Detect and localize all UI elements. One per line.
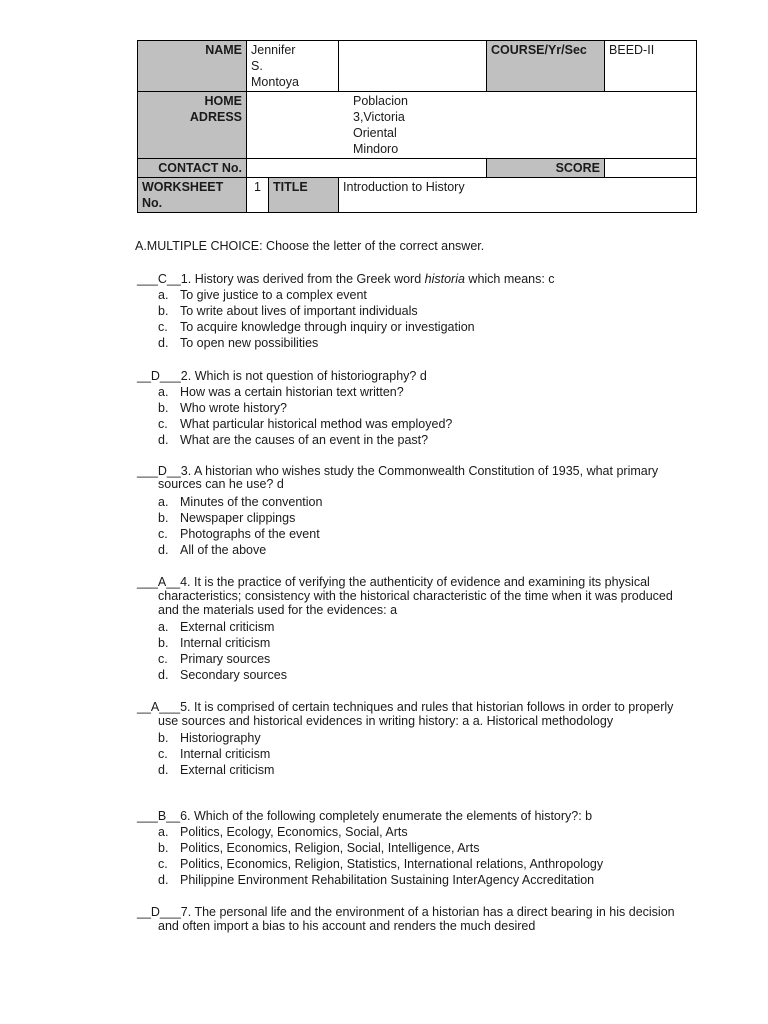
option-item bbox=[137, 667, 697, 683]
option-item bbox=[137, 762, 697, 778]
question-stem bbox=[137, 700, 697, 728]
stem-text: 7. The personal life and the environment of a historian has a direct bearing in his decision and often import a bias to his account and renders the much desired bbox=[158, 905, 675, 933]
score-label: SCORE bbox=[487, 159, 605, 178]
option-text: To acquire knowledge through inquiry or investigation bbox=[180, 320, 475, 334]
option-item bbox=[137, 494, 697, 510]
option-letter: c. bbox=[158, 527, 168, 541]
question-3 bbox=[137, 465, 697, 558]
option-item bbox=[137, 303, 697, 319]
answer-blank: __A___ bbox=[137, 700, 181, 714]
option-letter: c. bbox=[158, 320, 168, 334]
question-stem bbox=[137, 905, 697, 933]
answer-blank: ___C__ bbox=[137, 272, 181, 286]
option-letter: b. bbox=[158, 304, 169, 318]
option-text: Primary sources bbox=[180, 652, 271, 666]
option-item bbox=[137, 510, 697, 526]
name-line: Jennifer bbox=[251, 43, 296, 57]
option-letter: c. bbox=[158, 857, 168, 871]
option-text: Who wrote history? bbox=[180, 401, 287, 415]
question-stem bbox=[137, 808, 697, 824]
name-line: Montoya bbox=[251, 75, 299, 89]
question-stem bbox=[137, 465, 697, 491]
option-text: Politics, Economics, Religion, Statistics, International relations, Anthropology bbox=[180, 857, 604, 871]
option-item bbox=[137, 287, 697, 303]
option-text: Politics, Ecology, Economics, Social, Arts bbox=[180, 825, 408, 839]
option-item bbox=[137, 635, 697, 651]
option-text: What particular historical method was employed? bbox=[180, 417, 453, 431]
question-6 bbox=[137, 808, 697, 888]
option-letter: b. bbox=[158, 511, 169, 525]
option-letter: a. bbox=[158, 495, 169, 509]
option-text: Philippine Environment Rehabilitation Sustaining InterAgency Accreditation bbox=[180, 873, 595, 887]
option-text: To open new possibilities bbox=[180, 336, 319, 350]
instructions: A.MULTIPLE CHOICE: Choose the letter of the correct answer. bbox=[135, 239, 485, 253]
option-text: How was a certain historian text written? bbox=[180, 385, 404, 399]
option-letter: d. bbox=[158, 873, 169, 887]
question-stem bbox=[137, 271, 697, 287]
option-item bbox=[137, 746, 697, 762]
option-letter: d. bbox=[158, 763, 169, 777]
stem-text: 3. A historian who wishes study the Commonwealth Constitution of 1935, what primary sources can he use? d bbox=[158, 464, 659, 491]
name-label: NAME bbox=[138, 41, 247, 92]
option-letter: c. bbox=[158, 417, 168, 431]
address-label bbox=[138, 92, 247, 159]
address-line: Mindoro bbox=[353, 142, 399, 156]
student-info-table bbox=[137, 40, 697, 213]
option-text: All of the above bbox=[180, 543, 267, 557]
option-item bbox=[137, 526, 697, 542]
option-item bbox=[137, 651, 697, 667]
stem-text: 4. It is the practice of verifying the authenticity of evidence and examining its physical characteristics; consistency with the historical characteristic of the time when it was produced and the materials used for the evidences: a bbox=[158, 575, 673, 617]
stem-text: 6. Which of the following completely enumerate the elements of history?: b bbox=[180, 809, 593, 823]
contact-label: CONTACT No. bbox=[138, 159, 247, 178]
address-label-line: ADRESS bbox=[189, 110, 242, 124]
option-text: Internal criticism bbox=[180, 747, 271, 761]
option-text: To give justice to a complex event bbox=[180, 288, 367, 302]
name-spacer bbox=[339, 41, 487, 92]
option-text: Minutes of the convention bbox=[180, 495, 323, 509]
option-letter: d. bbox=[158, 433, 169, 447]
option-item bbox=[137, 400, 697, 416]
option-letter: a. bbox=[158, 288, 169, 302]
option-item bbox=[137, 384, 697, 400]
option-item bbox=[137, 319, 697, 335]
option-letter: d. bbox=[158, 543, 169, 557]
option-text: Photographs of the event bbox=[180, 527, 320, 541]
option-letter: a. bbox=[158, 620, 169, 634]
option-item bbox=[137, 335, 697, 351]
option-text: Historiography bbox=[180, 731, 261, 745]
address-line: 3,Victoria bbox=[353, 110, 405, 124]
option-letter: b. bbox=[158, 636, 169, 650]
worksheet-label-line: WORKSHEET bbox=[142, 180, 224, 194]
address-line: Poblacion bbox=[353, 94, 408, 108]
course-value: BEED-II bbox=[605, 41, 697, 92]
option-text: To write about lives of important individuals bbox=[180, 304, 418, 318]
option-letter: a. bbox=[158, 385, 169, 399]
address-value bbox=[247, 92, 697, 159]
contact-value bbox=[247, 159, 487, 178]
title-value: Introduction to History bbox=[339, 178, 697, 213]
question-4 bbox=[137, 575, 697, 683]
option-item bbox=[137, 824, 697, 840]
answer-blank: __D___ bbox=[137, 905, 181, 919]
stem-text: 1. History was derived from the Greek word bbox=[180, 272, 425, 286]
option-letter: a. bbox=[158, 825, 169, 839]
question-1 bbox=[137, 271, 697, 351]
name-line: S. bbox=[251, 59, 263, 73]
option-letter: d. bbox=[158, 336, 169, 350]
option-text: Politics, Economics, Religion, Social, Intelligence, Arts bbox=[180, 841, 480, 855]
option-text: External criticism bbox=[180, 763, 275, 777]
option-letter: d. bbox=[158, 668, 169, 682]
option-item bbox=[137, 840, 697, 856]
option-item bbox=[137, 730, 697, 746]
answer-blank: ___D__ bbox=[137, 464, 181, 478]
option-letter: b. bbox=[158, 841, 169, 855]
option-item bbox=[137, 542, 697, 558]
question-7 bbox=[137, 905, 697, 933]
question-5 bbox=[137, 700, 697, 778]
stem-italic-word: historia bbox=[424, 272, 465, 286]
worksheet-label-line: No. bbox=[142, 196, 163, 210]
score-value bbox=[605, 159, 697, 178]
answer-blank: ___B__ bbox=[137, 809, 181, 823]
address-label-line: HOME bbox=[204, 94, 242, 108]
question-stem bbox=[137, 368, 697, 384]
stem-text: which means: c bbox=[464, 272, 555, 286]
answer-blank: ___A__ bbox=[137, 575, 181, 589]
option-letter: b. bbox=[158, 731, 169, 745]
option-letter: c. bbox=[158, 652, 168, 666]
course-label: COURSE/Yr/Sec bbox=[487, 41, 605, 92]
title-label: TITLE bbox=[269, 178, 339, 213]
option-text: External criticism bbox=[180, 620, 275, 634]
worksheet-number: 1 bbox=[247, 178, 269, 213]
name-value bbox=[247, 41, 339, 92]
option-text: Internal criticism bbox=[180, 636, 271, 650]
option-item bbox=[137, 432, 697, 448]
question-stem bbox=[137, 575, 697, 617]
option-letter: b. bbox=[158, 401, 169, 415]
option-text: Secondary sources bbox=[180, 668, 288, 682]
option-item bbox=[137, 619, 697, 635]
stem-text: 2. Which is not question of historiography? d bbox=[180, 369, 427, 383]
option-letter: c. bbox=[158, 747, 168, 761]
option-item bbox=[137, 872, 697, 888]
option-text: What are the causes of an event in the past? bbox=[180, 433, 429, 447]
address-line: Oriental bbox=[353, 126, 397, 140]
worksheet-label bbox=[138, 178, 247, 213]
option-item bbox=[137, 856, 697, 872]
answer-blank: __D___ bbox=[137, 369, 181, 383]
option-text: Newspaper clippings bbox=[180, 511, 296, 525]
question-2 bbox=[137, 368, 697, 448]
stem-text: 5. It is comprised of certain techniques and rules that historian follows in order to properly use sources and historical evidences in writing history: a a. Historical methodology bbox=[158, 700, 674, 728]
option-item bbox=[137, 416, 697, 432]
